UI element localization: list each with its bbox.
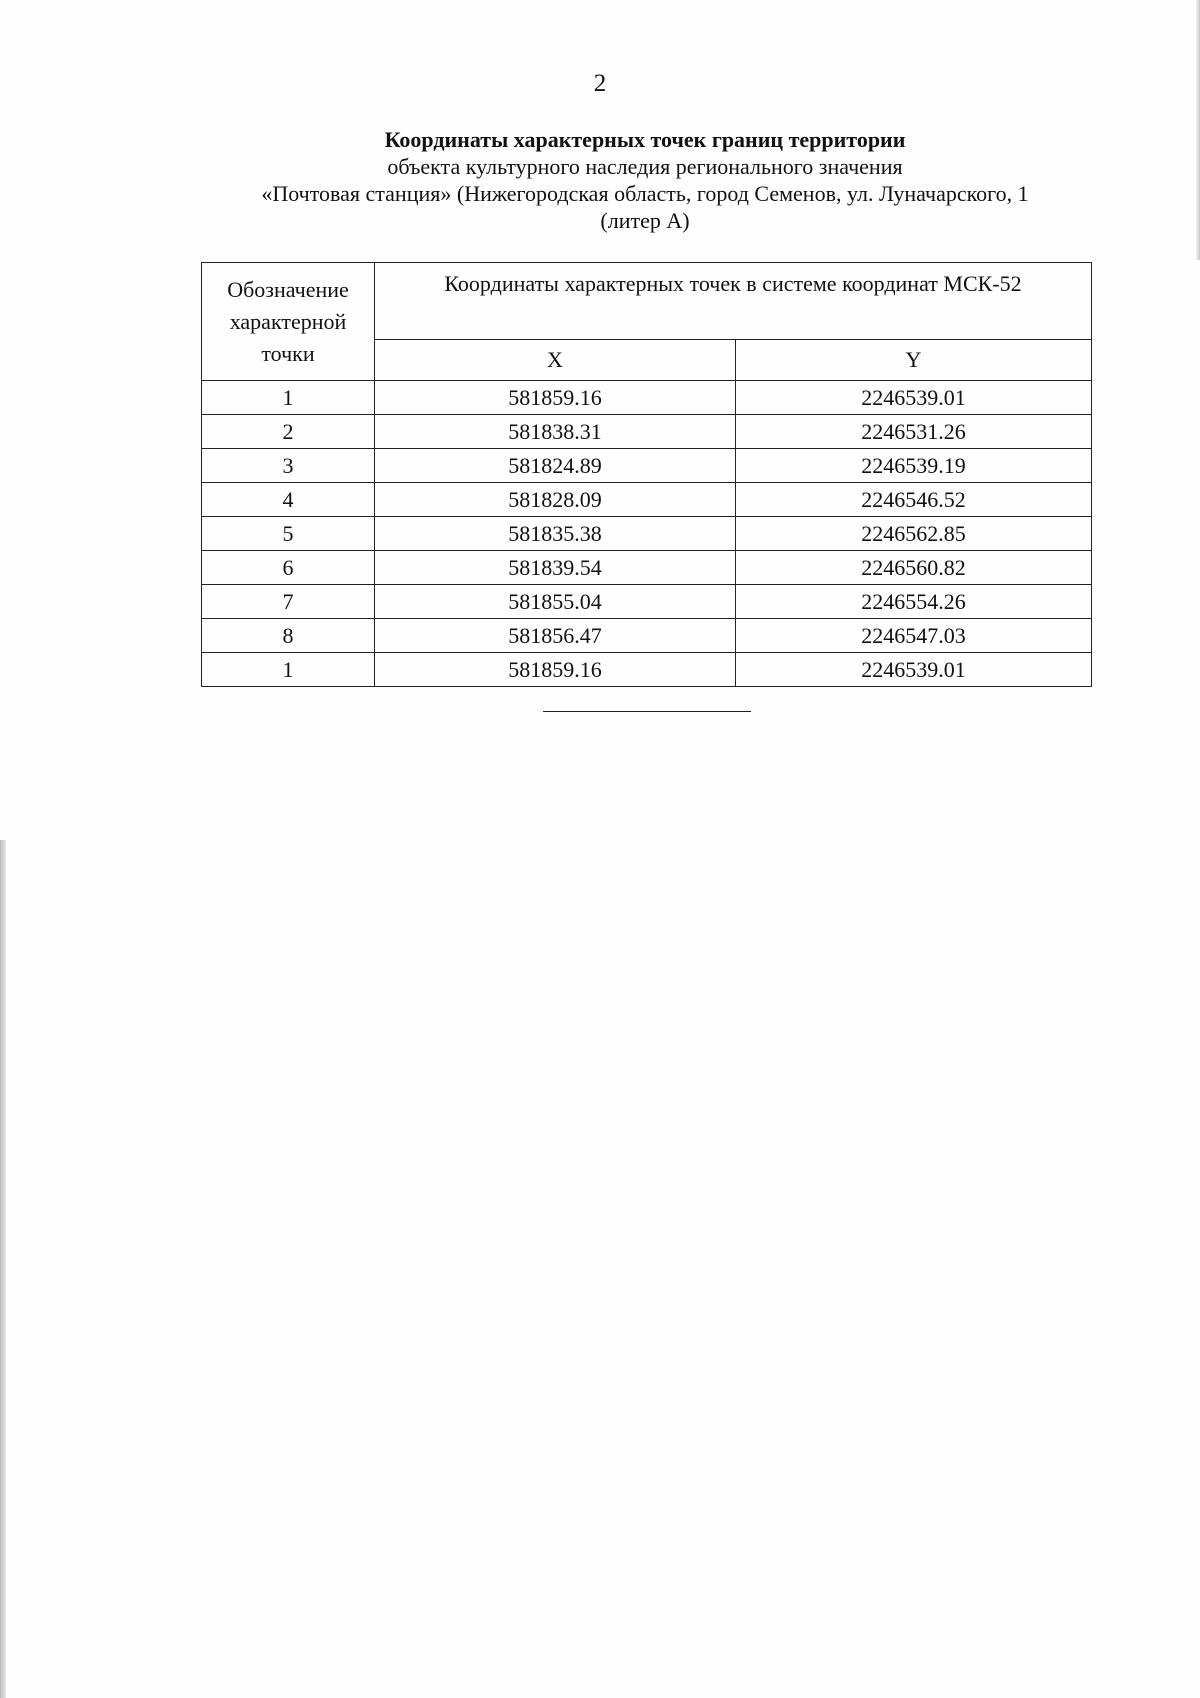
scan-edge-right <box>1196 0 1200 260</box>
table-row <box>202 449 1092 483</box>
scan-edge-left <box>0 840 6 1698</box>
cell-point: 4 <box>202 483 375 517</box>
cell-x: 581839.54 <box>375 551 736 585</box>
cell-point: 5 <box>202 517 375 551</box>
cell-x: 581859.16 <box>375 381 736 415</box>
title-line-4: (литер А) <box>600 208 690 233</box>
coordinates-table <box>201 262 1092 687</box>
cell-y: 2246560.82 <box>736 551 1092 585</box>
title-block <box>150 126 1140 234</box>
cell-x: 581859.16 <box>375 653 736 687</box>
cell-x: 581835.38 <box>375 517 736 551</box>
table-row <box>202 585 1092 619</box>
end-separator-line <box>543 711 751 712</box>
cell-x: 581856.47 <box>375 619 736 653</box>
cell-y: 2246562.85 <box>736 517 1092 551</box>
table-row <box>202 619 1092 653</box>
cell-point: 1 <box>202 381 375 415</box>
table-row <box>202 483 1092 517</box>
cell-y: 2246539.01 <box>736 381 1092 415</box>
table-header-row <box>202 263 1092 340</box>
header-point-designation: Обозначение характерной точки <box>202 263 375 381</box>
table-row <box>202 551 1092 585</box>
table-row <box>202 415 1092 449</box>
title-line-1: Координаты характерных точек границ территории <box>384 127 906 152</box>
title-line-3: «Почтовая станция» (Нижегородская область, город Семенов, ул. Луначарского, 1 <box>261 181 1029 206</box>
table-row <box>202 517 1092 551</box>
cell-point: 3 <box>202 449 375 483</box>
cell-y: 2246539.01 <box>736 653 1092 687</box>
cell-point: 2 <box>202 415 375 449</box>
title-line-2: объекта культурного наследия регионального значения <box>387 154 903 179</box>
cell-y: 2246546.52 <box>736 483 1092 517</box>
cell-x: 581855.04 <box>375 585 736 619</box>
table-row <box>202 381 1092 415</box>
header-y: Y <box>736 340 1092 381</box>
cell-point: 6 <box>202 551 375 585</box>
cell-y: 2246531.26 <box>736 415 1092 449</box>
cell-y: 2246539.19 <box>736 449 1092 483</box>
cell-y: 2246554.26 <box>736 585 1092 619</box>
cell-y: 2246547.03 <box>736 619 1092 653</box>
page-number: 2 <box>593 70 607 97</box>
cell-x: 581838.31 <box>375 415 736 449</box>
table-row <box>202 653 1092 687</box>
cell-x: 581824.89 <box>375 449 736 483</box>
cell-point: 7 <box>202 585 375 619</box>
header-x: X <box>375 340 736 381</box>
cell-point: 1 <box>202 653 375 687</box>
cell-x: 581828.09 <box>375 483 736 517</box>
header-coordinate-system: Координаты характерных точек в системе координат МСК-52 <box>375 263 1092 340</box>
cell-point: 8 <box>202 619 375 653</box>
